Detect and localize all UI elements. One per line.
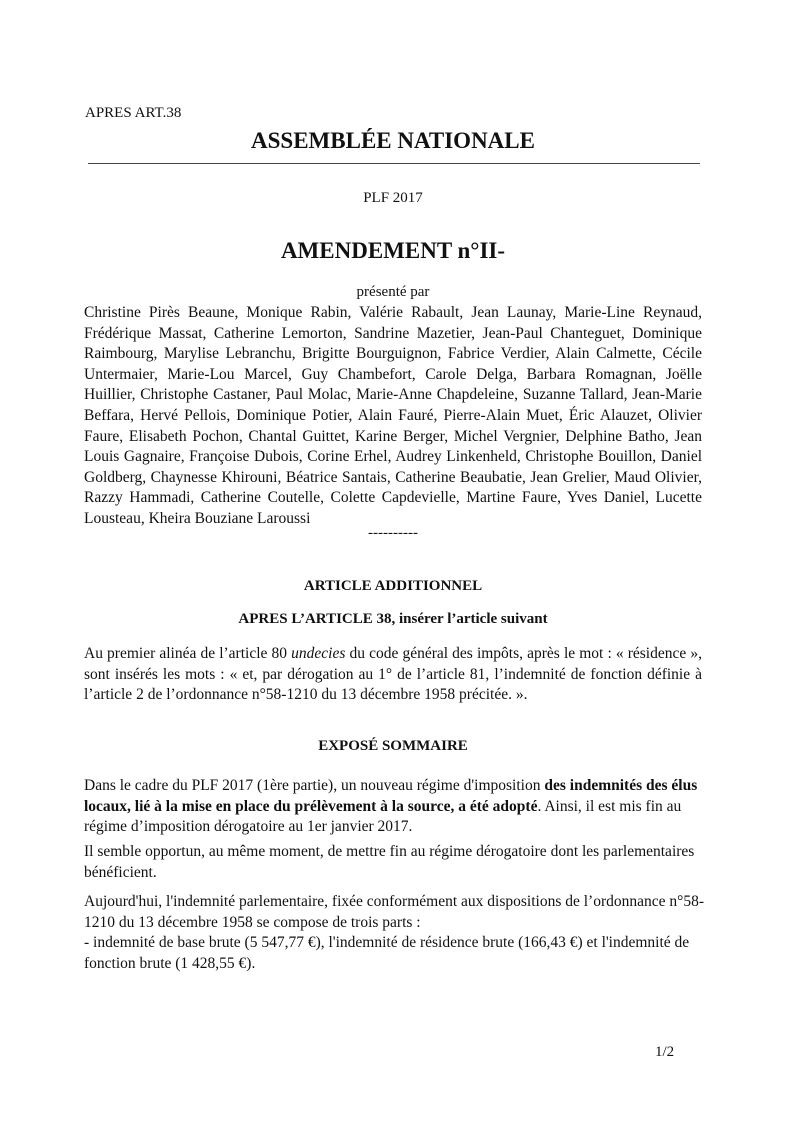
expose-heading: EXPOSÉ SOMMAIRE	[318, 738, 468, 754]
amendment-title: AMENDEMENT n°II-	[280, 238, 506, 263]
expose-p1-part2: . Ainsi, il est mis fin au régime d’imposition dérogatoire au 1er janvier 2017.	[84, 797, 682, 836]
page-number: 1/2	[655, 1044, 675, 1060]
article-text-part2: du code général des impôts, après le mot : « résidence », sont insérés les mots : « et, par dérogation au 1° de l’article 81, l’indemnité de fonction définie à l’article 2 de l’ordonnance n°58-1210 du 13 décembre 1958 précitée. ».	[84, 645, 702, 704]
bill-label: PLF 2017	[363, 190, 423, 206]
article-subheading: APRES L’ARTICLE 38, insérer l’article suivant	[238, 611, 548, 627]
expose-p1-part1: Dans le cadre du PLF 2017 (1ère partie), un nouveau régime d'imposition	[84, 777, 545, 794]
article-heading: ARTICLE ADDITIONNEL	[303, 578, 483, 594]
expose-paragraph-2: Il semble opportun, au même moment, de mettre fin au régime dérogatoire dont les parlementaires bénéficient.	[84, 843, 695, 881]
expose-paragraph-3	[84, 892, 706, 974]
expose-p3-line2: - indemnité de base brute (5 547,77 €), l'indemnité de résidence brute (166,43 €) et l'indemnité de fonction brute (1 428,55 €).	[84, 934, 690, 972]
header-divider	[88, 163, 700, 164]
authors-list: Christine Pirès Beaune, Monique Rabin, Valérie Rabault, Jean Launay, Marie-Line Reynaud, Frédérique Massat, Catherine Lemorton, Sandrine Mazetier, Jean-Paul Chanteguet, Dominique Raimbourg, Marylise Lebranchu, Brigitte Bourguignon, Fabrice Verdier, Alain Calmette, Cécile Untermaier, Marie-Lou Marcel, Guy Chambefort, Carole Delga, Barbara Romagnan, Joëlle Huillier, Christophe Castaner, Paul Molac, Marie-Anne Chapdeleine, Suzanne Tallard, Jean-Marie Beffara, Hervé Pellois, Dominique Potier, Alain Fauré, Pierre-Alain Muet, Éric Alauzet, Olivier Faure, Elisabeth Pochon, Chantal Guittet, Karine Berger, Michel Vergnier, Delphine Batho, Jean Louis Gagnaire, Françoise Dubois, Corine Erhel, Audrey Linkenheld, Christophe Bouillon, Daniel Goldberg, Chaynesse Khirouni, Béatrice Santais, Catherine Beaubatie, Jean Grelier, Maud Olivier, Razzy Hammadi, Catherine Coutelle, Colette Capdevielle, Martine Faure, Yves Daniel, Lucette Lousteau, Kheira Bouziane Laroussi	[84, 304, 702, 527]
section-separator: ----------	[368, 525, 418, 541]
article-text	[84, 644, 702, 706]
presented-by-label: présenté par	[356, 284, 430, 300]
expose-paragraph-1	[84, 776, 704, 838]
article-reference: APRES ART.38	[85, 105, 182, 121]
expose-p3-line1: Aujourd'hui, l'indemnité parlementaire, fixée conformément aux dispositions de l’ordonnance n°58-1210 du 13 décembre 1958 se compose de trois parts :	[84, 893, 704, 931]
assembly-title: ASSEMBLÉE NATIONALE	[251, 128, 535, 153]
article-text-part1: Au premier alinéa de l’article 80	[84, 645, 292, 662]
article-text-italic: undecies	[291, 645, 346, 662]
expose-p1-bold: des indemnités des élus locaux, lié à la mise en place du prélèvement à la source, a été adopté	[84, 777, 698, 815]
